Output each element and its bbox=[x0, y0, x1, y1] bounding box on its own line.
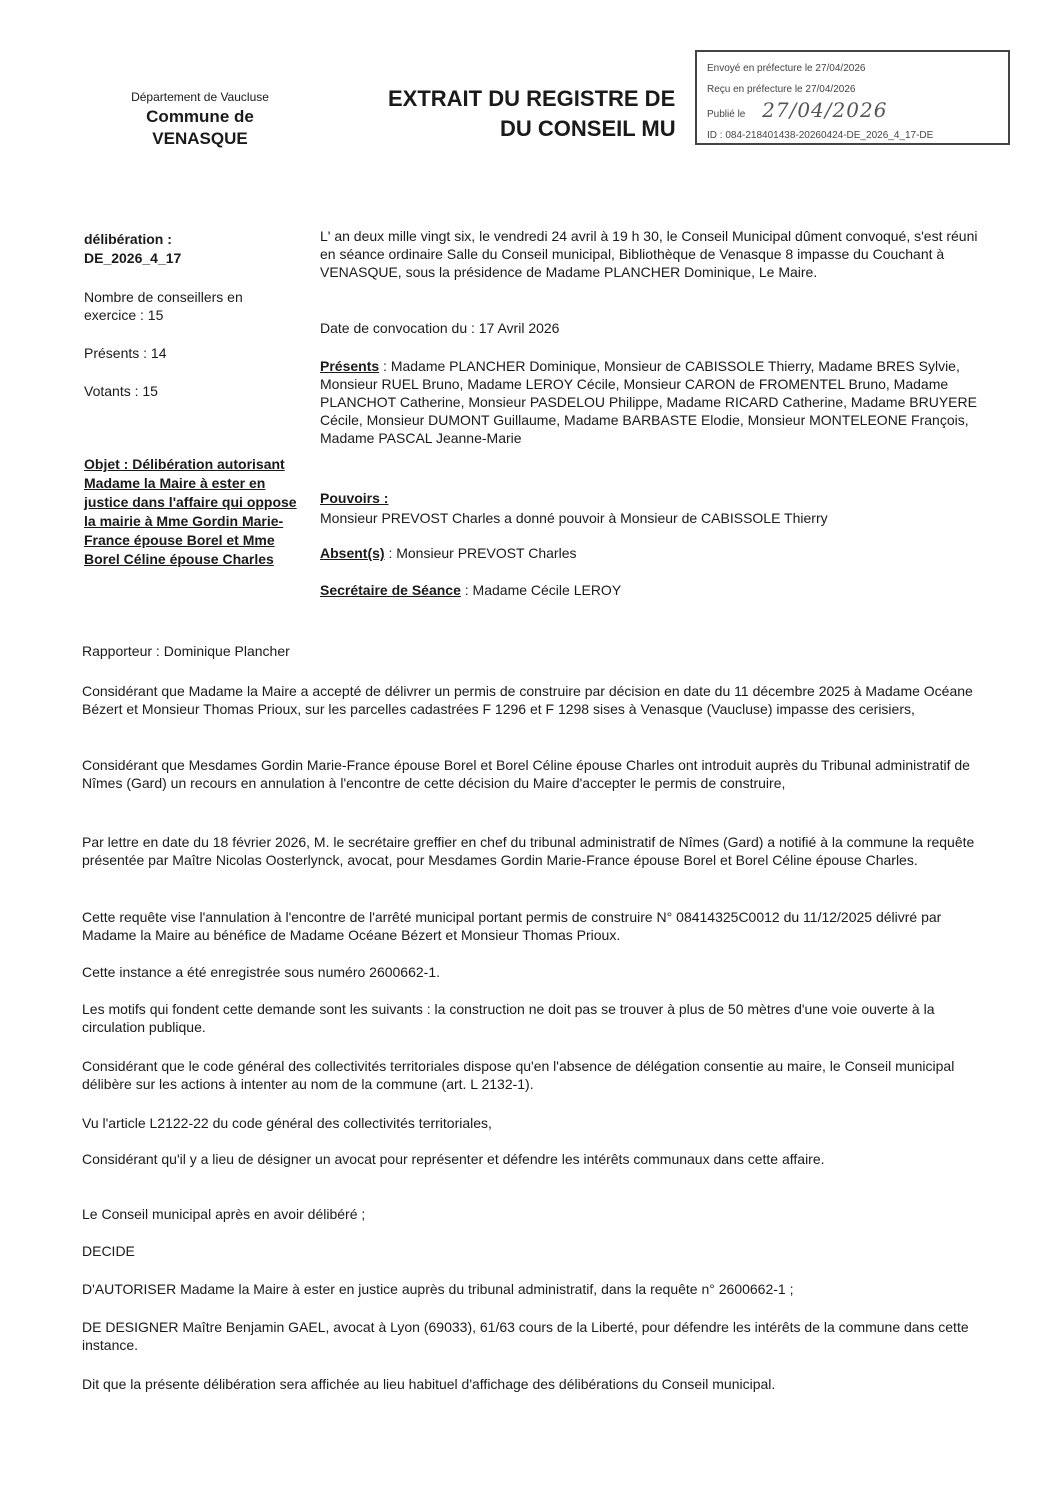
deliberation-id: DE_2026_4_17 bbox=[84, 250, 182, 266]
paragraph-instance: Cette instance a été enregistrée sous numéro 2600662-1. bbox=[82, 964, 441, 980]
commune-name bbox=[120, 106, 280, 150]
paragraph-conseil: Le Conseil municipal après en avoir délibéré ; bbox=[82, 1206, 366, 1222]
deliberation-label: délibération : bbox=[84, 231, 172, 247]
paragraph-vu-article: Vu l'article L2122-22 du code général des collectivités territoriales, bbox=[82, 1115, 492, 1131]
commune-line-1: Commune de bbox=[146, 107, 254, 126]
presents-list bbox=[320, 357, 980, 447]
stamp-recu: Reçu en préfecture le 27/04/2026 bbox=[707, 84, 856, 95]
secretaire-line bbox=[320, 581, 980, 599]
document-title-line-2: DU CONSEIL MU bbox=[500, 116, 676, 141]
decide-heading: DECIDE bbox=[82, 1243, 135, 1259]
absents-line bbox=[320, 544, 980, 562]
secretaire-name: : Madame Cécile LEROY bbox=[460, 582, 622, 598]
paragraph-considerant-3: Considérant que le code général des collectivités territoriales dispose qu'en l'absence de délégation consentie au maire, le Conseil municipal délibère sur les actions à intenter au nom de la commune (art. L 2132-1). bbox=[82, 1058, 955, 1092]
paragraph-considerant-4: Considérant qu'il y a lieu de désigner un avocat pour représenter et défendre les intérêts communaux dans cette affaire. bbox=[82, 1151, 825, 1167]
nombre-conseillers: Nombre de conseillers en exercice : 15 bbox=[84, 289, 243, 323]
paragraph-affichage: Dit que la présente délibération sera affichée au lieu habituel d'affichage des délibérations du Conseil municipal. bbox=[82, 1376, 776, 1392]
stamp-id: ID : 084-218401438-20260424-DE_2026_4_17-DE bbox=[707, 130, 934, 141]
pouvoirs-text: Monsieur PREVOST Charles a donné pouvoir à Monsieur de CABISSOLE Thierry bbox=[320, 510, 828, 526]
prefecture-stamp bbox=[695, 50, 1010, 145]
seance-intro: L' an deux mille vingt six, le vendredi 24 avril à 19 h 30, le Conseil Municipal dûment convoqué, s'est réuni en séance ordinaire Salle du Conseil municipal, Bibliothèque de Venasque 8 impasse du Couchant à VENASQUE, sous la présidence de Madame PLANCHER Dominique, Le Maire. bbox=[320, 228, 978, 280]
absents-label: Absent(s) bbox=[320, 545, 385, 561]
date-convocation: Date de convocation du : 17 Avril 2026 bbox=[320, 320, 560, 336]
paragraph-considerant-1: Considérant que Madame la Maire a accepté de délivrer un permis de construire par décision en date du 11 décembre 2025 à Madame Océane Bézert et Monsieur Thomas Prioux, sur les parcelles cadastrées F 1296 et F 1298 sises à Venasque (Vaucluse) impasse des cerisiers, bbox=[82, 683, 973, 717]
absents-names: : Monsieur PREVOST Charles bbox=[384, 545, 577, 561]
secretaire-label: Secrétaire de Séance bbox=[320, 582, 461, 598]
objet: Objet : Délibération autorisant Madame la Maire à ester en justice dans l'affaire qui oppose la mairie à Mme Gordin Marie-France épouse Borel et Mme Borel Céline épouse Charles bbox=[84, 456, 297, 567]
paragraph-considerant-2: Considérant que Mesdames Gordin Marie-France épouse Borel et Borel Céline épouse Charles ont introduit auprès du Tribunal administratif de Nîmes (Gard) un recours en annulation à l'encontre de cette décision du Maire d'accepter le permis de construire, bbox=[82, 757, 970, 791]
votants-count: Votants : 15 bbox=[84, 383, 158, 399]
paragraph-autoriser: D'AUTORISER Madame la Maire à ester en justice auprès du tribunal administratif, dans la requête n° 2600662-1 ; bbox=[82, 1281, 794, 1297]
paragraph-requete: Cette requête vise l'annulation à l'encontre de l'arrêté municipal portant permis de construire N° 08414325C0012 du 11/12/2025 délivré par Madame la Maire au bénéfice de Madame Océane Bézert et Monsieur Thomas Prioux. bbox=[82, 909, 942, 943]
stamp-envoye: Envoyé en préfecture le 27/04/2026 bbox=[707, 63, 866, 74]
stamp-handwritten-date: 27/04/2026 bbox=[762, 98, 888, 122]
paragraph-lettre: Par lettre en date du 18 février 2026, M. le secrétaire greffier en chef du tribunal administratif de Nîmes (Gard) a notifié à la commune la requête présentée par Maître Nicolas Oosterlynck, avocat, pour Mesdames Gordin Marie-France épouse Borel et Borel Céline épouse Charles. bbox=[82, 834, 975, 868]
stamp-publie bbox=[707, 100, 998, 125]
pouvoirs-label: Pouvoirs : bbox=[320, 490, 389, 506]
document-title-line-1: EXTRAIT DU REGISTRE DE bbox=[388, 86, 676, 111]
stamp-publie-label: Publié le bbox=[707, 109, 746, 120]
paragraph-designer: DE DESIGNER Maître Benjamin GAEL, avocat à Lyon (69033), 61/63 cours de la Liberté, pour défendre les intérêts de la commune dans cette instance. bbox=[82, 1319, 969, 1353]
presents-names: : Madame PLANCHER Dominique, Monsieur de CABISSOLE Thierry, Madame BRES Sylvie, Monsieur RUEL Bruno, Madame LEROY Cécile, Monsieur CARON de FROMENTEL Bruno, Madame PLANCHOT Catherine, Monsieur PASDELOU Philippe, Madame RICARD Catherine, Madame BRUYERE Cécile, Monsieur DUMONT Guillaume, Madame BARBASTE Elodie, Monsieur MONTELEONE François, Madame PASCAL Jeanne-Marie bbox=[320, 358, 977, 446]
presents-count: Présents : 14 bbox=[84, 345, 167, 361]
presents-label: Présents bbox=[320, 358, 380, 374]
departement-label: Département de Vaucluse bbox=[131, 90, 269, 104]
paragraph-motifs: Les motifs qui fondent cette demande sont les suivants : la construction ne doit pas se trouver à plus de 50 mètres d'une voie ouverte à la circulation publique. bbox=[82, 1001, 935, 1035]
rapporteur: Rapporteur : Dominique Plancher bbox=[82, 643, 290, 659]
commune-line-2: VENASQUE bbox=[152, 129, 248, 148]
